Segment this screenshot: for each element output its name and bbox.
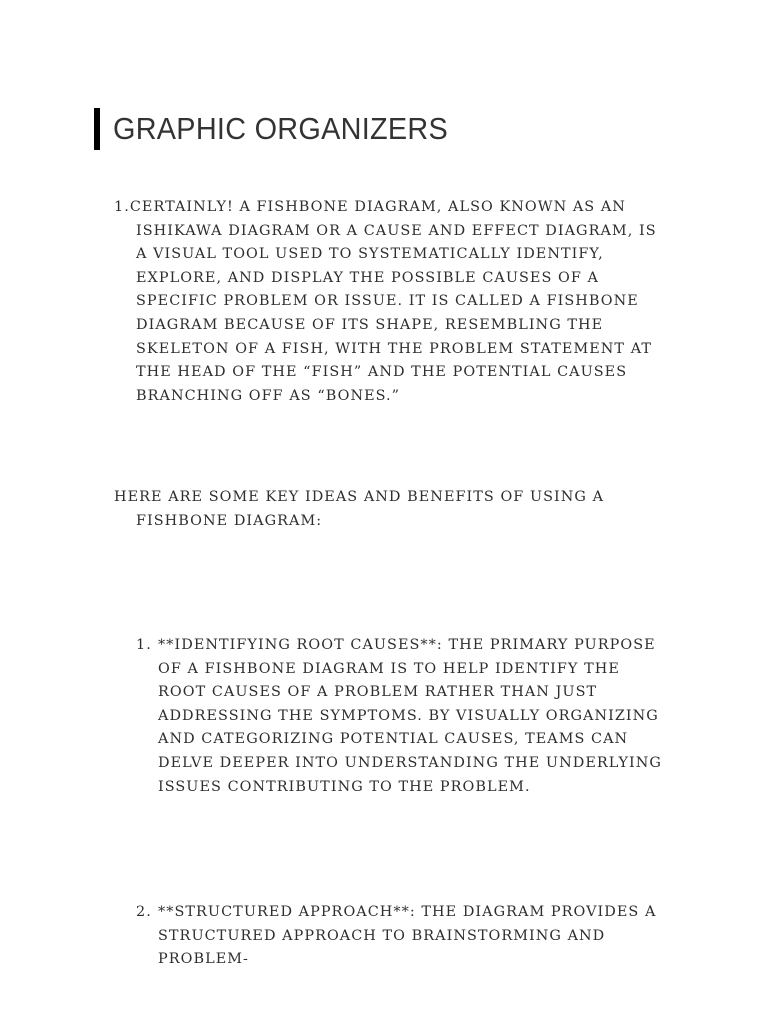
list-item (136, 901, 670, 972)
heading-accent-bar (94, 108, 100, 150)
list-item-text: **IDENTIFYING ROOT CAUSES**: THE PRIMARY PURPOSE OF A FISHBONE DIAGRAM IS TO HELP IDENTIFY THE ROOT CAUSES OF A PROBLEM RATHER THAN JUST ADDRESSING THE SYMPTOMS. BY VISUALLY ORGANIZING AND CATEGORIZING POTENTIAL CAUSES, TEAMS CAN DELVE DEEPER INTO UNDERSTANDING THE UNDERLYING ISSUES CONTRIBUTING TO THE PROBLEM. (158, 637, 662, 795)
list-item-number: 2. (136, 904, 152, 920)
page-title: GRAPHIC ORGANIZERS (113, 111, 449, 146)
list-item (136, 634, 670, 799)
list-item-text: **STRUCTURED APPROACH**: THE DIAGRAM PROVIDES A STRUCTURED APPROACH TO BRAINSTORMING AND PROBLEM- (158, 904, 657, 968)
key-ideas-intro: HERE ARE SOME KEY IDEAS AND BENEFITS OF USING A FISHBONE DIAGRAM: (114, 489, 605, 529)
intro-paragraph: 1.CERTAINLY! A FISHBONE DIAGRAM, ALSO KNOWN AS AN ISHIKAWA DIAGRAM OR A CAUSE AND EFFECT DIAGRAM, IS A VISUAL TOOL USED TO SYSTEMATICALLY IDENTIFY, EXPLORE, AND DISPLAY THE POSSIBLE CAUSES OF A SPECIFIC PROBLEM OR ISSUE. IT IS CALLED A FISHBONE DIAGRAM BECAUSE OF ITS SHAPE, RESEMBLING THE SKELETON OF A FISH, WITH THE PROBLEM STATEMENT AT THE HEAD OF THE “FISH” AND THE POTENTIAL CAUSES BRANCHING OFF AS “BONES.” (114, 199, 657, 404)
list-item-number: 1. (136, 637, 152, 653)
page-heading (94, 108, 473, 150)
